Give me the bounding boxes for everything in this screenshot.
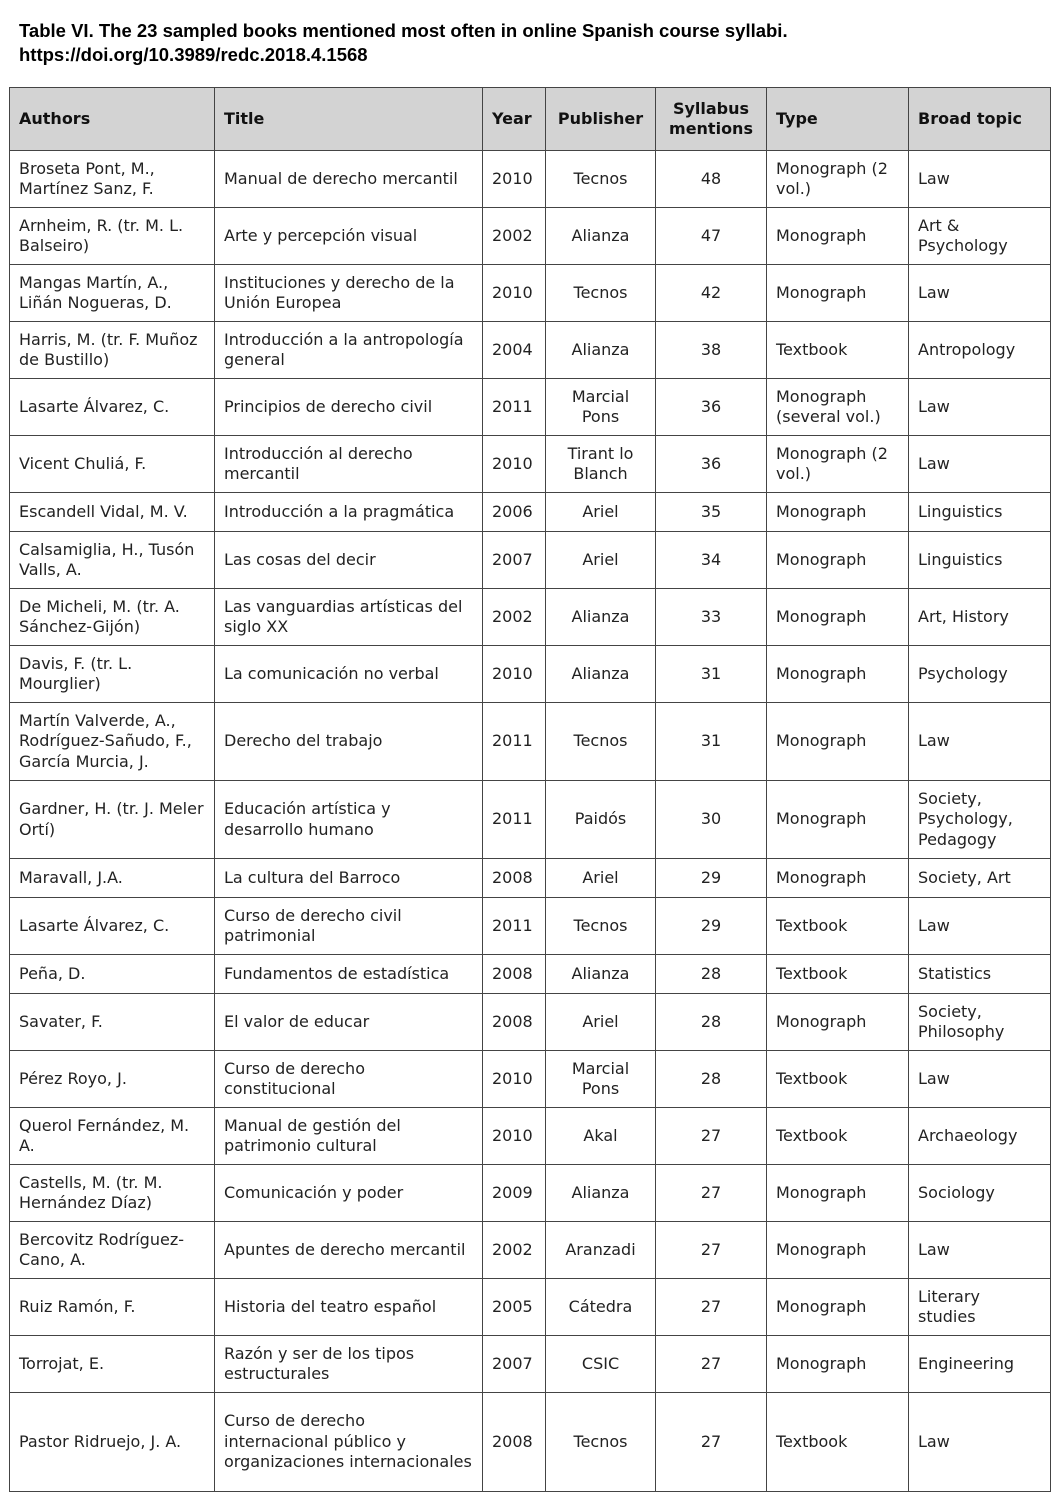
year-cell: 2011 xyxy=(483,379,546,436)
title-cell: Manual de derecho mercantil xyxy=(215,151,483,208)
table-row xyxy=(10,994,1051,1051)
publisher-cell: Alianza xyxy=(546,208,656,265)
header-type: Type xyxy=(767,88,909,151)
header-publisher: Publisher xyxy=(546,88,656,151)
type-cell: Monograph xyxy=(767,1279,909,1336)
table-body xyxy=(10,151,1051,1492)
title-cell: Arte y percepción visual xyxy=(215,208,483,265)
publisher-cell: Tirant lo Blanch xyxy=(546,436,656,493)
mentions-cell: 27 xyxy=(656,1165,767,1222)
table-row xyxy=(10,898,1051,955)
topic-cell: Society, Art xyxy=(909,859,1051,898)
topic-cell: Law xyxy=(909,1222,1051,1279)
publisher-cell: Paidós xyxy=(546,781,656,859)
year-cell: 2011 xyxy=(483,781,546,859)
table-row xyxy=(10,1279,1051,1336)
mentions-cell: 30 xyxy=(656,781,767,859)
title-cell: Introducción a la antropología general xyxy=(215,322,483,379)
table-row xyxy=(10,1051,1051,1108)
authors-cell: De Micheli, M. (tr. A. Sánchez-Gijón) xyxy=(10,589,215,646)
publisher-cell: Tecnos xyxy=(546,898,656,955)
table-row xyxy=(10,532,1051,589)
authors-cell: Escandell Vidal, M. V. xyxy=(10,493,215,532)
title-cell: Razón y ser de los tipos estructurales xyxy=(215,1336,483,1393)
table-row xyxy=(10,781,1051,859)
authors-cell: Peña, D. xyxy=(10,955,215,994)
mentions-cell: 38 xyxy=(656,322,767,379)
mentions-cell: 28 xyxy=(656,1051,767,1108)
type-cell: Textbook xyxy=(767,1051,909,1108)
header-row xyxy=(10,88,1051,151)
mentions-cell: 27 xyxy=(656,1393,767,1492)
header-authors: Authors xyxy=(10,88,215,151)
publisher-cell: Alianza xyxy=(546,1165,656,1222)
authors-cell: Martín Valverde, A., Rodríguez-Sañudo, F., García Murcia, J. xyxy=(10,703,215,781)
publisher-cell: Tecnos xyxy=(546,151,656,208)
table-row xyxy=(10,1222,1051,1279)
table-row xyxy=(10,955,1051,994)
type-cell: Monograph xyxy=(767,1336,909,1393)
title-cell: Comunicación y poder xyxy=(215,1165,483,1222)
year-cell: 2010 xyxy=(483,646,546,703)
topic-cell: Antropology xyxy=(909,322,1051,379)
type-cell: Monograph xyxy=(767,532,909,589)
table-row xyxy=(10,265,1051,322)
type-cell: Textbook xyxy=(767,1108,909,1165)
mentions-cell: 27 xyxy=(656,1108,767,1165)
year-cell: 2002 xyxy=(483,1222,546,1279)
year-cell: 2002 xyxy=(483,589,546,646)
publisher-cell: CSIC xyxy=(546,1336,656,1393)
authors-cell: Castells, M. (tr. M. Hernández Díaz) xyxy=(10,1165,215,1222)
topic-cell: Literary studies xyxy=(909,1279,1051,1336)
title-cell: Fundamentos de estadística xyxy=(215,955,483,994)
type-cell: Monograph xyxy=(767,265,909,322)
table-row xyxy=(10,493,1051,532)
header-broad-topic: Broad topic xyxy=(909,88,1051,151)
table-row xyxy=(10,1336,1051,1393)
topic-cell: Linguistics xyxy=(909,493,1051,532)
publisher-cell: Tecnos xyxy=(546,265,656,322)
title-cell: La comunicación no verbal xyxy=(215,646,483,703)
table-row xyxy=(10,322,1051,379)
year-cell: 2010 xyxy=(483,265,546,322)
table-row xyxy=(10,436,1051,493)
type-cell: Monograph xyxy=(767,994,909,1051)
title-cell: Instituciones y derecho de la Unión Europea xyxy=(215,265,483,322)
type-cell: Monograph xyxy=(767,781,909,859)
mentions-cell: 47 xyxy=(656,208,767,265)
mentions-cell: 35 xyxy=(656,493,767,532)
title-cell: Principios de derecho civil xyxy=(215,379,483,436)
publisher-cell: Akal xyxy=(546,1108,656,1165)
title-cell: La cultura del Barroco xyxy=(215,859,483,898)
mentions-cell: 33 xyxy=(656,589,767,646)
table-row xyxy=(10,1165,1051,1222)
authors-cell: Mangas Martín, A., Liñán Nogueras, D. xyxy=(10,265,215,322)
books-table xyxy=(9,87,1051,1492)
type-cell: Monograph xyxy=(767,493,909,532)
title-cell: Introducción al derecho mercantil xyxy=(215,436,483,493)
topic-cell: Archaeology xyxy=(909,1108,1051,1165)
mentions-cell: 27 xyxy=(656,1222,767,1279)
topic-cell: Law xyxy=(909,1393,1051,1492)
year-cell: 2011 xyxy=(483,898,546,955)
publisher-cell: Tecnos xyxy=(546,703,656,781)
authors-cell: Broseta Pont, M., Martínez Sanz, F. xyxy=(10,151,215,208)
authors-cell: Bercovitz Rodríguez-Cano, A. xyxy=(10,1222,215,1279)
table-row xyxy=(10,859,1051,898)
title-cell: Manual de gestión del patrimonio cultural xyxy=(215,1108,483,1165)
publisher-cell: Tecnos xyxy=(546,1393,656,1492)
authors-cell: Davis, F. (tr. L. Mourglier) xyxy=(10,646,215,703)
topic-cell: Law xyxy=(909,265,1051,322)
publisher-cell: Aranzadi xyxy=(546,1222,656,1279)
mentions-cell: 42 xyxy=(656,265,767,322)
authors-cell: Pérez Royo, J. xyxy=(10,1051,215,1108)
year-cell: 2006 xyxy=(483,493,546,532)
title-cell: Derecho del trabajo xyxy=(215,703,483,781)
table-row xyxy=(10,208,1051,265)
year-cell: 2010 xyxy=(483,436,546,493)
year-cell: 2008 xyxy=(483,994,546,1051)
mentions-cell: 29 xyxy=(656,898,767,955)
topic-cell: Law xyxy=(909,436,1051,493)
type-cell: Monograph xyxy=(767,859,909,898)
type-cell: Monograph (several vol.) xyxy=(767,379,909,436)
caption-title: Table VI. The 23 sampled books mentioned most often in online Spanish course syllabi. xyxy=(19,20,788,41)
type-cell: Monograph xyxy=(767,589,909,646)
header-year: Year xyxy=(483,88,546,151)
year-cell: 2007 xyxy=(483,532,546,589)
type-cell: Textbook xyxy=(767,898,909,955)
year-cell: 2010 xyxy=(483,151,546,208)
type-cell: Monograph xyxy=(767,1222,909,1279)
title-cell: Curso de derecho civil patrimonial xyxy=(215,898,483,955)
year-cell: 2004 xyxy=(483,322,546,379)
mentions-cell: 28 xyxy=(656,994,767,1051)
table-row xyxy=(10,646,1051,703)
type-cell: Monograph xyxy=(767,208,909,265)
year-cell: 2002 xyxy=(483,208,546,265)
table-row xyxy=(10,379,1051,436)
topic-cell: Society, Philosophy xyxy=(909,994,1051,1051)
mentions-cell: 31 xyxy=(656,703,767,781)
title-cell: El valor de educar xyxy=(215,994,483,1051)
authors-cell: Lasarte Álvarez, C. xyxy=(10,898,215,955)
authors-cell: Savater, F. xyxy=(10,994,215,1051)
title-cell: Las cosas del decir xyxy=(215,532,483,589)
caption-doi: https://doi.org/10.3989/redc.2018.4.1568 xyxy=(19,44,368,65)
year-cell: 2010 xyxy=(483,1108,546,1165)
topic-cell: Engineering xyxy=(909,1336,1051,1393)
authors-cell: Arnheim, R. (tr. M. L. Balseiro) xyxy=(10,208,215,265)
topic-cell: Psychology xyxy=(909,646,1051,703)
type-cell: Textbook xyxy=(767,955,909,994)
mentions-cell: 29 xyxy=(656,859,767,898)
publisher-cell: Alianza xyxy=(546,955,656,994)
type-cell: Monograph (2 vol.) xyxy=(767,151,909,208)
mentions-cell: 28 xyxy=(656,955,767,994)
topic-cell: Art & Psychology xyxy=(909,208,1051,265)
header-title: Title xyxy=(215,88,483,151)
mentions-cell: 31 xyxy=(656,646,767,703)
authors-cell: Maravall, J.A. xyxy=(10,859,215,898)
type-cell: Textbook xyxy=(767,1393,909,1492)
type-cell: Monograph xyxy=(767,646,909,703)
publisher-cell: Alianza xyxy=(546,589,656,646)
authors-cell: Querol Fernández, M. A. xyxy=(10,1108,215,1165)
title-cell: Introducción a la pragmática xyxy=(215,493,483,532)
year-cell: 2008 xyxy=(483,859,546,898)
title-cell: Las vanguardias artísticas del siglo XX xyxy=(215,589,483,646)
topic-cell: Society, Psychology, Pedagogy xyxy=(909,781,1051,859)
table-row xyxy=(10,151,1051,208)
year-cell: 2007 xyxy=(483,1336,546,1393)
publisher-cell: Ariel xyxy=(546,493,656,532)
authors-cell: Ruiz Ramón, F. xyxy=(10,1279,215,1336)
topic-cell: Statistics xyxy=(909,955,1051,994)
year-cell: 2010 xyxy=(483,1051,546,1108)
authors-cell: Pastor Ridruejo, J. A. xyxy=(10,1393,215,1492)
table-caption xyxy=(19,19,1029,67)
topic-cell: Sociology xyxy=(909,1165,1051,1222)
table-row xyxy=(10,703,1051,781)
title-cell: Curso de derecho internacional público y organizaciones internacionales xyxy=(215,1393,483,1492)
publisher-cell: Marcial Pons xyxy=(546,1051,656,1108)
topic-cell: Law xyxy=(909,379,1051,436)
type-cell: Monograph xyxy=(767,1165,909,1222)
publisher-cell: Ariel xyxy=(546,994,656,1051)
publisher-cell: Alianza xyxy=(546,322,656,379)
authors-cell: Harris, M. (tr. F. Muñoz de Bustillo) xyxy=(10,322,215,379)
year-cell: 2008 xyxy=(483,1393,546,1492)
year-cell: 2005 xyxy=(483,1279,546,1336)
topic-cell: Linguistics xyxy=(909,532,1051,589)
table-row xyxy=(10,1393,1051,1492)
year-cell: 2009 xyxy=(483,1165,546,1222)
topic-cell: Art, History xyxy=(909,589,1051,646)
mentions-cell: 48 xyxy=(656,151,767,208)
authors-cell: Vicent Chuliá, F. xyxy=(10,436,215,493)
title-cell: Historia del teatro español xyxy=(215,1279,483,1336)
mentions-cell: 27 xyxy=(656,1279,767,1336)
mentions-cell: 27 xyxy=(656,1336,767,1393)
topic-cell: Law xyxy=(909,703,1051,781)
authors-cell: Gardner, H. (tr. J. Meler Ortí) xyxy=(10,781,215,859)
mentions-cell: 36 xyxy=(656,436,767,493)
year-cell: 2011 xyxy=(483,703,546,781)
publisher-cell: Ariel xyxy=(546,532,656,589)
authors-cell: Torrojat, E. xyxy=(10,1336,215,1393)
topic-cell: Law xyxy=(909,1051,1051,1108)
type-cell: Monograph xyxy=(767,703,909,781)
title-cell: Educación artística y desarrollo humano xyxy=(215,781,483,859)
table-row xyxy=(10,589,1051,646)
publisher-cell: Alianza xyxy=(546,646,656,703)
publisher-cell: Marcial Pons xyxy=(546,379,656,436)
topic-cell: Law xyxy=(909,898,1051,955)
title-cell: Curso de derecho constitucional xyxy=(215,1051,483,1108)
table-row xyxy=(10,1108,1051,1165)
year-cell: 2008 xyxy=(483,955,546,994)
title-cell: Apuntes de derecho mercantil xyxy=(215,1222,483,1279)
header-syllabus-mentions: Syllabus mentions xyxy=(656,88,767,151)
publisher-cell: Cátedra xyxy=(546,1279,656,1336)
type-cell: Monograph (2 vol.) xyxy=(767,436,909,493)
mentions-cell: 34 xyxy=(656,532,767,589)
topic-cell: Law xyxy=(909,151,1051,208)
authors-cell: Calsamiglia, H., Tusón Valls, A. xyxy=(10,532,215,589)
authors-cell: Lasarte Álvarez, C. xyxy=(10,379,215,436)
mentions-cell: 36 xyxy=(656,379,767,436)
type-cell: Textbook xyxy=(767,322,909,379)
publisher-cell: Ariel xyxy=(546,859,656,898)
